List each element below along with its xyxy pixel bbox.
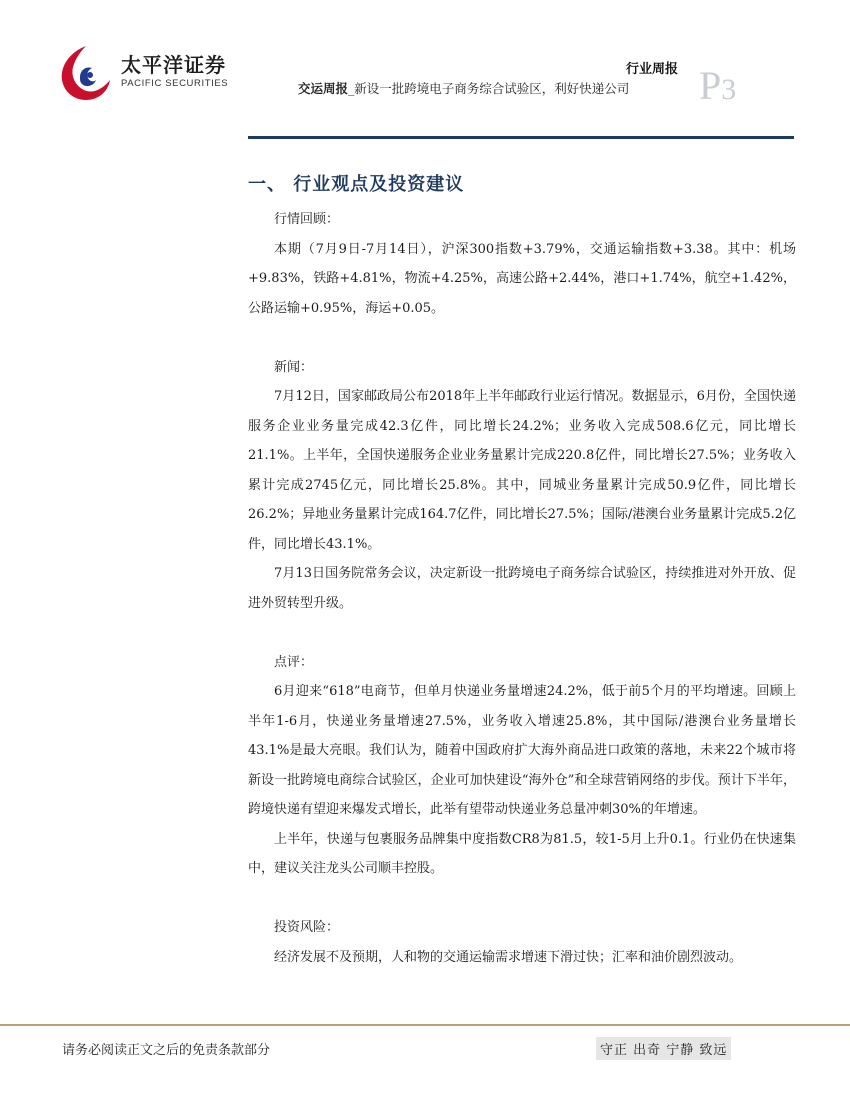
investment-risk-label: 投资风险： <box>274 920 340 935</box>
footer-motto: 守正 出奇 宁静 致远 <box>596 1037 731 1060</box>
page-number-value: 3 <box>721 73 737 106</box>
news-label: 新闻： <box>274 359 314 375</box>
market-review-paragraph: 本期（7月9日-7月14日），沪深300指数+3.79%，交通运输指数+3.38。其中：机场+9.83%，铁路+4.81%，物流+4.25%，高速公路+2.44%，港口+1.74%，航空+1.42%，公路运输+0.95%，海运+0.05。 <box>248 241 796 316</box>
footer-disclaimer: 请务必阅读正文之后的免责条款部分 <box>62 1043 271 1058</box>
comment-paragraph-1: 6月迎来“618”电商节，但单月快递业务量增速24.2%，低于前5个月的平均增速。回顾上半年1-6月，快递业务量增速27.5%，业务收入增速25.8%，其中国际/港澳台业务量增长43.1%是最大亮眼。我们认为，随着中国政府扩大海外商品进口政策的落地，未来22个城市将新设一批跨境电商综合试验区，企业可加快建设“海外仓”和全球营销网络的步伐。预计下半年，跨境快递有望迎来爆发式增长，此举有望带动快递业务总量冲刺30%的年增速。 <box>248 684 796 817</box>
header-title-bold: 交运周报 <box>298 81 349 96</box>
logo-text-cn: 太平洋证券 <box>121 53 226 77</box>
section-heading: 一、 行业观点及投资建议 <box>248 174 465 195</box>
logo-text-en: PACIFIC SECURITIES <box>121 78 229 89</box>
header-title <box>298 79 629 97</box>
report-type-label: 行业周报 <box>626 62 679 77</box>
news-paragraph-2: 7月13日国务院常务会议，决定新设一批跨境电子商务综合试验区，持续推进对外开放、促进外贸转型升级。 <box>248 566 796 611</box>
page-number <box>699 63 737 108</box>
comment-label: 点评： <box>274 654 314 670</box>
report-body <box>248 205 796 972</box>
comment-paragraph-2: 上半年，快递与包裹服务品牌集中度指数CR8为81.5，较1-5月上升0.1。行业仍在快速集中，建议关注龙头公司顺丰控股。 <box>248 831 796 876</box>
header-title-rest: _新设一批跨境电子商务综合试验区，利好快递公司 <box>348 81 630 96</box>
header-divider <box>248 136 794 139</box>
pacific-securities-logo-icon <box>58 44 114 102</box>
spacer <box>248 884 796 914</box>
investment-risk-paragraph: 经济发展不及预期，人和物的交通运输需求增速下滑过快；汇率和油价剧烈波动。 <box>274 949 743 965</box>
page-number-prefix: P <box>699 63 722 108</box>
news-paragraph-1: 7月12日，国家邮政局公布2018年上半年邮政行业运行情况。数据显示，6月份，全国快递服务企业业务量完成42.3亿件，同比增长24.2%；业务收入完成508.6亿元，同比增长21.1%。上半年，全国快递服务企业业务量累计完成220.8亿件，同比增长27.5%；业务收入累计完成2745亿元，同比增长25.8%。其中，同城业务量累计完成50.9亿件，同比增长26.2%；异地业务量累计完成164.7亿件，同比增长27.5%；国际/港澳台业务量累计完成5.2亿件，同比增长43.1%。 <box>248 389 796 552</box>
market-review-label: 行情回顾： <box>274 212 340 227</box>
company-logo <box>58 44 238 104</box>
footer-divider <box>0 1024 850 1026</box>
spacer <box>248 323 796 353</box>
spacer <box>248 618 796 648</box>
